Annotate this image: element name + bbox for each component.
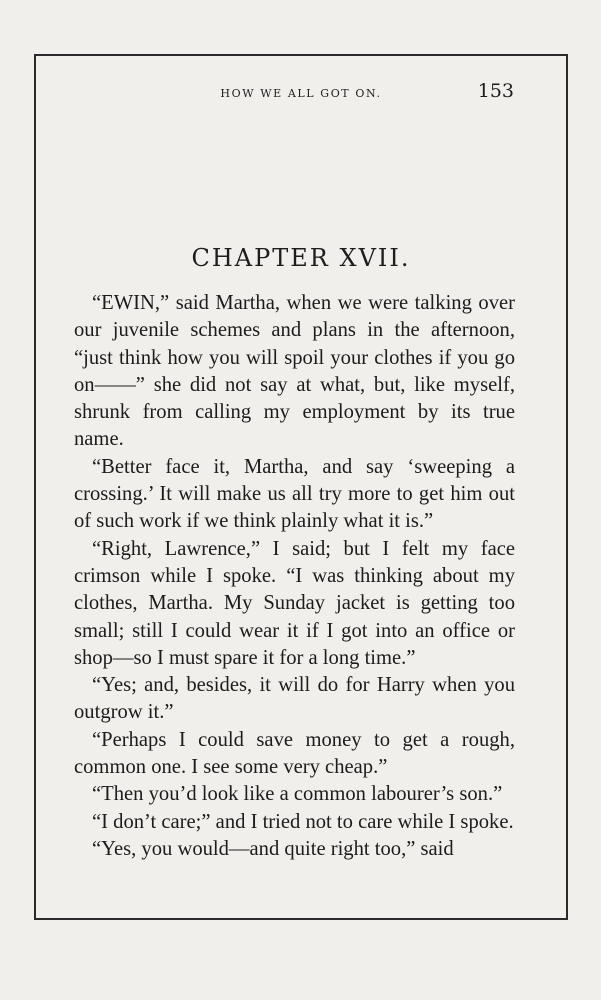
body-text <box>74 290 515 863</box>
paragraph: “Yes, you would—and quite right too,” said <box>92 837 454 860</box>
paragraph: “Better face it, Martha, and say ‘sweeping a crossing.’ It will make us all try more to get him out of such work if we think plainly what it is.” <box>74 455 515 533</box>
paragraph: “EWIN,” said Martha, when we were talking over our juvenile schemes and plans in the afternoon, “just think how you will spoil your clothes if you go on——” she did not say at what, but, like myself, shrunk from calling my employment by its true name. <box>74 292 515 451</box>
page-header <box>34 80 568 106</box>
paragraph: “I don’t care;” and I tried not to care while I spoke. <box>92 810 514 833</box>
running-head: HOW WE ALL GOT ON. <box>220 87 382 100</box>
paragraph: “Yes; and, besides, it will do for Harry when you outgrow it.” <box>74 674 515 724</box>
page-number: 153 <box>477 80 514 102</box>
paragraph: “Right, Lawrence,” I said; but I felt my face crimson while I spoke. “I was thinking about my clothes, Martha. My Sunday jacket is getting too small; still I could wear it if I got into an office or shop—so I must spare it for a long time.” <box>74 537 515 669</box>
paragraph: “Then you’d look like a common labourer’s son.” <box>92 783 503 806</box>
chapter-title: CHAPTER XVII. <box>191 244 411 272</box>
paragraph: “Perhaps I could save money to get a rough, common one. I see some very cheap.” <box>74 728 515 779</box>
